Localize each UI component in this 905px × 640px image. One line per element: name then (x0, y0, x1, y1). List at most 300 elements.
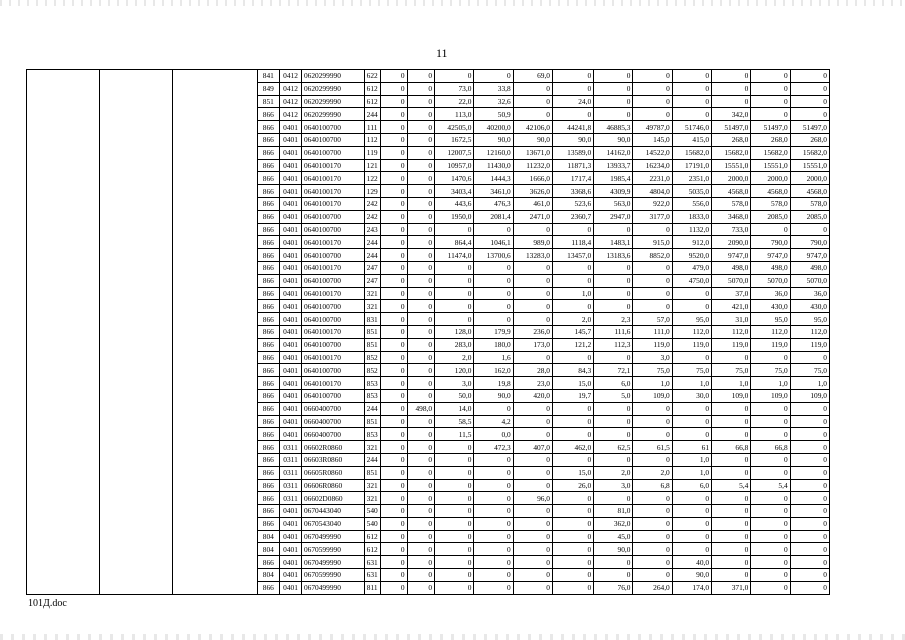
amount-cell: 0 (407, 351, 435, 364)
amount-cell: 0 (594, 453, 633, 466)
amount-cell: 112,3 (594, 338, 633, 351)
amount-cell: 1444,3 (474, 172, 513, 185)
col-section-code: 0401 (280, 210, 302, 223)
amount-cell: 13283,0 (513, 249, 552, 262)
amount-cell: 2085,0 (751, 210, 790, 223)
amount-cell: 0 (553, 569, 594, 582)
amount-cell: 180,0 (474, 338, 513, 351)
amount-cell: 0 (751, 556, 790, 569)
col-expense-type: 244 (364, 402, 380, 415)
col-admin-code: 866 (257, 108, 280, 121)
amount-cell: 0 (790, 556, 829, 569)
amount-cell: 3,0 (594, 479, 633, 492)
amount-cell: 0 (435, 556, 474, 569)
col-admin-code: 866 (257, 479, 280, 492)
col-expense-type: 540 (364, 517, 380, 530)
amount-cell: 51497,0 (790, 121, 829, 134)
amount-cell: 0 (672, 95, 711, 108)
amount-cell: 0 (553, 223, 594, 236)
amount-cell: 174,0 (672, 581, 711, 594)
amount-cell: 2360,7 (553, 210, 594, 223)
col-section-code: 0401 (280, 159, 302, 172)
col-admin-code: 866 (257, 261, 280, 274)
amount-cell: 4568,0 (751, 185, 790, 198)
amount-cell: 14522,0 (633, 146, 672, 159)
col-expense-type: 122 (364, 172, 380, 185)
amount-cell: 0 (407, 466, 435, 479)
amount-cell: 3177,0 (633, 210, 672, 223)
amount-cell: 0 (672, 287, 711, 300)
amount-cell: 0 (594, 70, 633, 83)
amount-cell: 0 (407, 210, 435, 223)
amount-cell: 0 (435, 543, 474, 556)
amount-cell: 15,0 (553, 377, 594, 390)
amount-cell: 11232,0 (513, 159, 552, 172)
amount-cell: 0 (407, 530, 435, 543)
amount-cell: 0 (407, 146, 435, 159)
col-expense-type: 612 (364, 543, 380, 556)
amount-cell: 61,5 (633, 441, 672, 454)
blank-column (27, 70, 100, 595)
col-target-code: 0640100700 (301, 146, 364, 159)
amount-cell: 46885,3 (594, 121, 633, 134)
col-expense-type: 852 (364, 364, 380, 377)
amount-cell: 2471,0 (513, 210, 552, 223)
amount-cell: 0 (553, 453, 594, 466)
amount-cell: 0 (553, 70, 594, 83)
amount-cell: 3461,0 (474, 185, 513, 198)
amount-cell: 66,8 (712, 441, 751, 454)
amount-cell: 283,0 (435, 338, 474, 351)
amount-cell: 0 (594, 300, 633, 313)
col-expense-type: 129 (364, 185, 380, 198)
amount-cell: 0 (513, 466, 552, 479)
amount-cell: 0 (712, 95, 751, 108)
amount-cell: 0 (790, 530, 829, 543)
amount-cell: 0 (553, 505, 594, 518)
col-admin-code: 866 (257, 441, 280, 454)
col-expense-type: 612 (364, 95, 380, 108)
amount-cell: 0 (790, 479, 829, 492)
col-section-code: 0401 (280, 325, 302, 338)
amount-cell: 162,0 (474, 364, 513, 377)
amount-cell: 0 (553, 556, 594, 569)
col-admin-code: 866 (257, 223, 280, 236)
col-target-code: 0640100700 (301, 223, 364, 236)
amount-cell: 0 (513, 274, 552, 287)
amount-cell: 179,9 (474, 325, 513, 338)
amount-cell: 0 (380, 517, 407, 530)
amount-cell: 66,8 (751, 441, 790, 454)
amount-cell: 22,0 (435, 95, 474, 108)
col-section-code: 0401 (280, 389, 302, 402)
amount-cell: 10957,0 (435, 159, 474, 172)
amount-cell: 0 (407, 325, 435, 338)
col-expense-type: 247 (364, 274, 380, 287)
col-target-code: 0660400700 (301, 402, 364, 415)
amount-cell: 0 (513, 82, 552, 95)
col-target-code: 06605R0860 (301, 466, 364, 479)
amount-cell: 84,3 (553, 364, 594, 377)
amount-cell: 173,0 (513, 338, 552, 351)
amount-cell: 2090,0 (712, 236, 751, 249)
col-target-code: 0670599990 (301, 569, 364, 582)
col-admin-code: 866 (257, 492, 280, 505)
amount-cell: 342,0 (712, 108, 751, 121)
amount-cell: 0 (633, 108, 672, 121)
amount-cell: 109,0 (633, 389, 672, 402)
amount-cell: 15551,0 (751, 159, 790, 172)
amount-cell: 0 (712, 351, 751, 364)
amount-cell: 0 (633, 95, 672, 108)
amount-cell: 0 (474, 287, 513, 300)
amount-cell: 33,8 (474, 82, 513, 95)
amount-cell: 50,9 (474, 108, 513, 121)
amount-cell: 0 (790, 428, 829, 441)
col-target-code: 0640100170 (301, 236, 364, 249)
col-admin-code: 866 (257, 159, 280, 172)
amount-cell: 0 (712, 556, 751, 569)
amount-cell: 14162,0 (594, 146, 633, 159)
amount-cell: 112,0 (790, 325, 829, 338)
amount-cell: 0 (553, 530, 594, 543)
col-admin-code: 866 (257, 249, 280, 262)
amount-cell: 2,3 (594, 313, 633, 326)
amount-cell: 90,0 (474, 133, 513, 146)
amount-cell: 0 (790, 95, 829, 108)
amount-cell: 0 (380, 210, 407, 223)
col-target-code: 0640100170 (301, 261, 364, 274)
amount-cell: 0 (407, 236, 435, 249)
amount-cell: 0 (380, 185, 407, 198)
amount-cell: 0 (633, 274, 672, 287)
amount-cell: 0 (633, 300, 672, 313)
col-target-code: 06602R0860 (301, 441, 364, 454)
amount-cell: 0 (553, 492, 594, 505)
amount-cell: 362,0 (594, 517, 633, 530)
amount-cell: 75,0 (672, 364, 711, 377)
amount-cell: 0 (407, 159, 435, 172)
amount-cell: 0 (407, 428, 435, 441)
amount-cell: 0 (435, 569, 474, 582)
col-admin-code: 866 (257, 389, 280, 402)
amount-cell: 50,0 (435, 389, 474, 402)
amount-cell: 0 (380, 197, 407, 210)
col-expense-type: 111 (364, 121, 380, 134)
amount-cell: 0 (553, 82, 594, 95)
amount-cell: 1666,0 (513, 172, 552, 185)
col-admin-code: 866 (257, 287, 280, 300)
amount-cell: 0 (594, 223, 633, 236)
amount-cell: 0 (380, 466, 407, 479)
amount-cell: 95,0 (790, 313, 829, 326)
col-admin-code: 866 (257, 236, 280, 249)
amount-cell: 0 (380, 287, 407, 300)
amount-cell: 5035,0 (672, 185, 711, 198)
amount-cell: 0 (712, 543, 751, 556)
amount-cell: 0 (672, 351, 711, 364)
col-target-code: 0640100700 (301, 133, 364, 146)
amount-cell: 0 (380, 415, 407, 428)
amount-cell: 76,0 (594, 581, 633, 594)
amount-cell: 0 (790, 441, 829, 454)
amount-cell: 0 (407, 415, 435, 428)
amount-cell: 0 (474, 300, 513, 313)
amount-cell: 0 (380, 274, 407, 287)
amount-cell: 0 (790, 466, 829, 479)
amount-cell: 915,0 (633, 236, 672, 249)
amount-cell: 0 (474, 505, 513, 518)
amount-cell: 5070,0 (751, 274, 790, 287)
amount-cell: 51497,0 (712, 121, 751, 134)
col-target-code: 0640100700 (301, 210, 364, 223)
amount-cell: 1,0 (672, 466, 711, 479)
col-expense-type: 852 (364, 351, 380, 364)
amount-cell: 1672,5 (435, 133, 474, 146)
amount-cell: 0 (380, 249, 407, 262)
amount-cell: 0 (407, 441, 435, 454)
amount-cell: 0 (435, 492, 474, 505)
amount-cell: 12160,0 (474, 146, 513, 159)
amount-cell: 5070,0 (712, 274, 751, 287)
amount-cell: 2000,0 (751, 172, 790, 185)
col-section-code: 0412 (280, 82, 302, 95)
amount-cell: 8852,0 (633, 249, 672, 262)
amount-cell: 40200,0 (474, 121, 513, 134)
amount-cell: 0 (513, 453, 552, 466)
amount-cell: 49787,0 (633, 121, 672, 134)
amount-cell: 0 (553, 274, 594, 287)
amount-cell: 0 (407, 492, 435, 505)
amount-cell: 0 (474, 530, 513, 543)
amount-cell: 0 (435, 466, 474, 479)
amount-cell: 407,0 (513, 441, 552, 454)
col-admin-code: 804 (257, 569, 280, 582)
amount-cell: 371,0 (712, 581, 751, 594)
amount-cell: 0 (672, 415, 711, 428)
amount-cell: 498,0 (712, 261, 751, 274)
col-admin-code: 866 (257, 133, 280, 146)
amount-cell: 36,0 (751, 287, 790, 300)
amount-cell: 0 (594, 95, 633, 108)
col-section-code: 0311 (280, 466, 302, 479)
amount-cell: 1985,4 (594, 172, 633, 185)
amount-cell: 9747,0 (790, 249, 829, 262)
amount-cell: 0 (380, 300, 407, 313)
col-section-code: 0412 (280, 108, 302, 121)
amount-cell: 2081,4 (474, 210, 513, 223)
amount-cell: 12007,5 (435, 146, 474, 159)
amount-cell: 0 (380, 159, 407, 172)
amount-cell: 42106,0 (513, 121, 552, 134)
amount-cell: 0 (633, 530, 672, 543)
col-admin-code: 866 (257, 556, 280, 569)
amount-cell: 0 (712, 530, 751, 543)
amount-cell: 0 (751, 108, 790, 121)
amount-cell: 112,0 (751, 325, 790, 338)
col-expense-type: 612 (364, 82, 380, 95)
col-target-code: 0640100170 (301, 287, 364, 300)
col-admin-code: 866 (257, 364, 280, 377)
amount-cell: 13700,6 (474, 249, 513, 262)
amount-cell: 31,0 (712, 313, 751, 326)
col-target-code: 0640100700 (301, 313, 364, 326)
amount-cell: 0 (594, 569, 633, 582)
amount-cell: 0 (790, 569, 829, 582)
col-target-code: 0640100170 (301, 159, 364, 172)
amount-cell: 0 (594, 287, 633, 300)
budget-table (26, 69, 905, 595)
amount-cell: 0 (672, 530, 711, 543)
amount-cell: 0 (790, 543, 829, 556)
col-section-code: 0401 (280, 505, 302, 518)
amount-cell: 0 (553, 261, 594, 274)
amount-cell: 4804,0 (633, 185, 672, 198)
amount-cell: 72,1 (594, 364, 633, 377)
col-section-code: 0401 (280, 223, 302, 236)
amount-cell: 472,3 (474, 441, 513, 454)
col-section-code: 0401 (280, 364, 302, 377)
amount-cell: 462,0 (553, 441, 594, 454)
amount-cell: 0 (435, 479, 474, 492)
col-target-code: 0620299990 (301, 70, 364, 83)
col-admin-code: 849 (257, 82, 280, 95)
amount-cell: 0 (672, 300, 711, 313)
amount-cell: 0 (380, 556, 407, 569)
col-expense-type: 112 (364, 133, 380, 146)
col-target-code: 0620299990 (301, 95, 364, 108)
amount-cell: 0 (435, 505, 474, 518)
amount-cell: 0 (751, 82, 790, 95)
amount-cell: 0 (474, 402, 513, 415)
amount-cell: 0 (435, 313, 474, 326)
amount-cell: 0 (407, 517, 435, 530)
amount-cell: 0 (790, 351, 829, 364)
amount-cell: 44241,8 (553, 121, 594, 134)
amount-cell: 120,0 (435, 364, 474, 377)
amount-cell: 0 (474, 581, 513, 594)
amount-cell: 0 (380, 543, 407, 556)
col-admin-code: 866 (257, 453, 280, 466)
amount-cell: 0 (513, 428, 552, 441)
amount-cell: 0 (594, 492, 633, 505)
amount-cell: 476,3 (474, 197, 513, 210)
amount-cell: 3,0 (435, 377, 474, 390)
amount-cell: 0 (633, 569, 672, 582)
amount-cell: 2000,0 (712, 172, 751, 185)
amount-cell: 0 (474, 223, 513, 236)
col-expense-type: 612 (364, 530, 380, 543)
amount-cell: 0 (553, 351, 594, 364)
amount-cell: 0 (672, 543, 711, 556)
amount-cell: 0 (633, 261, 672, 274)
amount-cell: 15682,0 (751, 146, 790, 159)
amount-cell: 0 (553, 300, 594, 313)
amount-cell: 0 (380, 389, 407, 402)
col-section-code: 0401 (280, 530, 302, 543)
amount-cell: 0 (513, 530, 552, 543)
amount-cell: 32,6 (474, 95, 513, 108)
amount-cell: 0 (513, 351, 552, 364)
amount-cell: 15682,0 (790, 146, 829, 159)
amount-cell: 0 (633, 505, 672, 518)
amount-cell: 2,0 (435, 351, 474, 364)
amount-cell: 6,0 (594, 377, 633, 390)
col-target-code: 0640100700 (301, 121, 364, 134)
amount-cell: 0 (513, 95, 552, 108)
amount-cell: 45,0 (594, 530, 633, 543)
amount-cell: 0 (513, 300, 552, 313)
amount-cell: 0 (553, 428, 594, 441)
amount-cell: 30,0 (672, 389, 711, 402)
amount-cell: 0 (380, 479, 407, 492)
amount-cell: 0 (633, 543, 672, 556)
amount-cell: 0 (407, 389, 435, 402)
amount-cell: 0 (380, 492, 407, 505)
amount-cell: 1,6 (474, 351, 513, 364)
amount-cell: 0 (380, 133, 407, 146)
amount-cell: 563,0 (594, 197, 633, 210)
col-expense-type: 244 (364, 249, 380, 262)
amount-cell: 5,0 (594, 389, 633, 402)
amount-cell: 37,0 (712, 287, 751, 300)
col-section-code: 0401 (280, 428, 302, 441)
col-target-code: 0640100700 (301, 274, 364, 287)
col-section-code: 0311 (280, 479, 302, 492)
col-expense-type: 321 (364, 441, 380, 454)
amount-cell: 0 (751, 466, 790, 479)
amount-cell: 0 (435, 287, 474, 300)
amount-cell: 0 (751, 428, 790, 441)
amount-cell: 0 (474, 556, 513, 569)
amount-cell: 0 (513, 543, 552, 556)
col-target-code: 06603R0860 (301, 453, 364, 466)
amount-cell: 19,8 (474, 377, 513, 390)
amount-cell: 0 (790, 108, 829, 121)
col-expense-type: 631 (364, 569, 380, 582)
amount-cell: 0 (513, 313, 552, 326)
amount-cell: 4568,0 (712, 185, 751, 198)
amount-cell: 1,0 (672, 453, 711, 466)
col-admin-code: 866 (257, 210, 280, 223)
amount-cell: 498,0 (751, 261, 790, 274)
col-expense-type: 119 (364, 146, 380, 159)
amount-cell: 1,0 (633, 377, 672, 390)
col-admin-code: 866 (257, 428, 280, 441)
amount-cell: 0 (712, 402, 751, 415)
amount-cell: 0 (380, 95, 407, 108)
col-expense-type: 853 (364, 428, 380, 441)
amount-cell: 0 (407, 569, 435, 582)
col-admin-code: 866 (257, 300, 280, 313)
amount-cell: 3468,0 (712, 210, 751, 223)
amount-cell: 0 (435, 223, 474, 236)
amount-cell: 0 (407, 377, 435, 390)
amount-cell: 24,0 (553, 95, 594, 108)
amount-cell: 0 (380, 428, 407, 441)
col-admin-code: 866 (257, 415, 280, 428)
col-section-code: 0412 (280, 70, 302, 83)
amount-cell: 109,0 (790, 389, 829, 402)
col-section-code: 0401 (280, 121, 302, 134)
col-target-code: 0640100170 (301, 185, 364, 198)
col-expense-type: 242 (364, 210, 380, 223)
amount-cell: 9747,0 (751, 249, 790, 262)
amount-cell: 0 (751, 351, 790, 364)
amount-cell: 0 (474, 517, 513, 530)
col-admin-code: 866 (257, 313, 280, 326)
col-target-code: 0660400700 (301, 415, 364, 428)
